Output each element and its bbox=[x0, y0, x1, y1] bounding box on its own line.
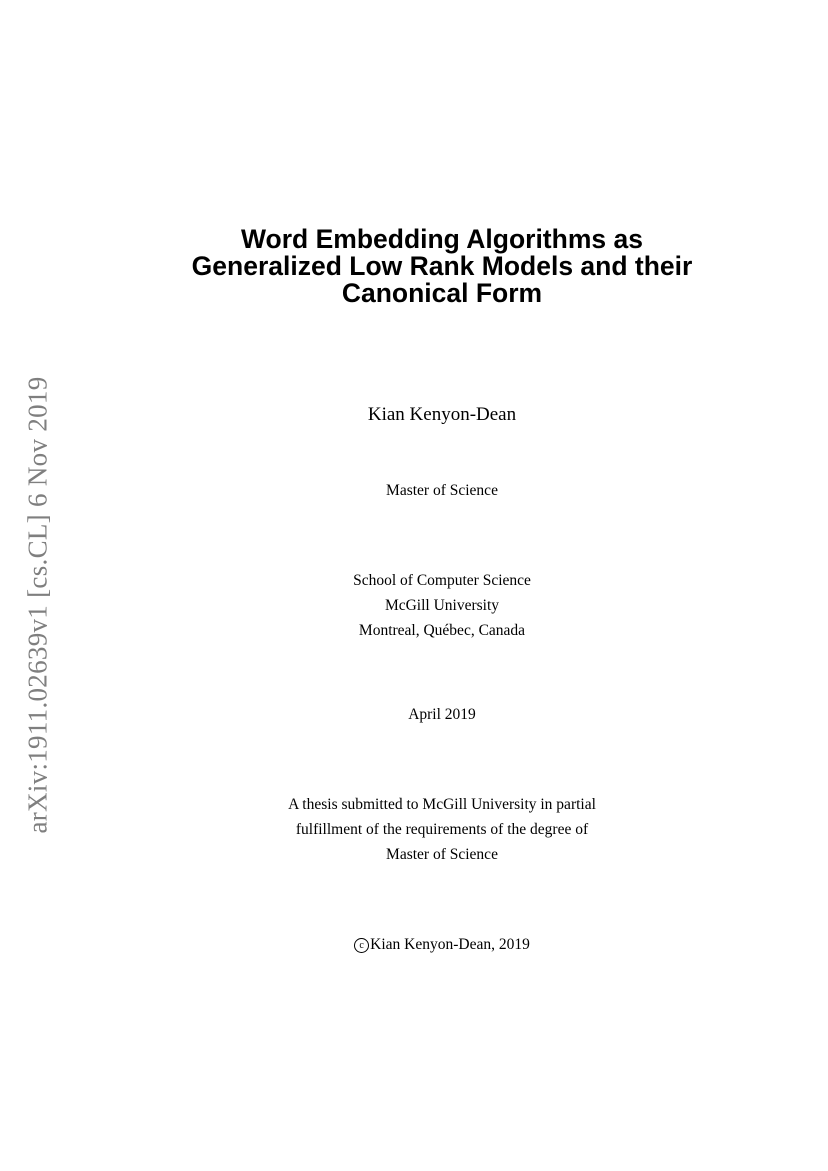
submission-date: April 2019 bbox=[408, 706, 476, 723]
affiliation-location: Montreal, Québec, Canada bbox=[358, 622, 526, 639]
thesis-statement bbox=[110, 792, 774, 867]
thesis-statement-line-1: A thesis submitted to McGill University in partial bbox=[288, 796, 596, 813]
degree-name: Master of Science bbox=[386, 482, 498, 499]
copyright-notice bbox=[110, 932, 774, 957]
affiliation-university: McGill University bbox=[384, 597, 500, 614]
copyright-icon: c bbox=[354, 938, 369, 953]
thesis-statement-line-3: Master of Science bbox=[386, 846, 498, 863]
title-line-3: Canonical Form bbox=[341, 278, 543, 308]
title-line-2: Generalized Low Rank Models and their bbox=[191, 251, 693, 281]
thesis-statement-line-2: fulfillment of the requirements of the degree of bbox=[295, 821, 589, 838]
thesis-title bbox=[110, 226, 774, 307]
affiliation bbox=[110, 568, 774, 643]
title-line-1: Word Embedding Algorithms as bbox=[241, 224, 643, 254]
author-name: Kian Kenyon-Dean bbox=[367, 404, 517, 425]
arxiv-identifier-stamp: arXiv:1911.02639v1 [cs.CL] 6 Nov 2019 bbox=[22, 376, 53, 834]
copyright-text: Kian Kenyon-Dean, 2019 bbox=[370, 936, 530, 953]
affiliation-school: School of Computer Science bbox=[353, 572, 531, 589]
